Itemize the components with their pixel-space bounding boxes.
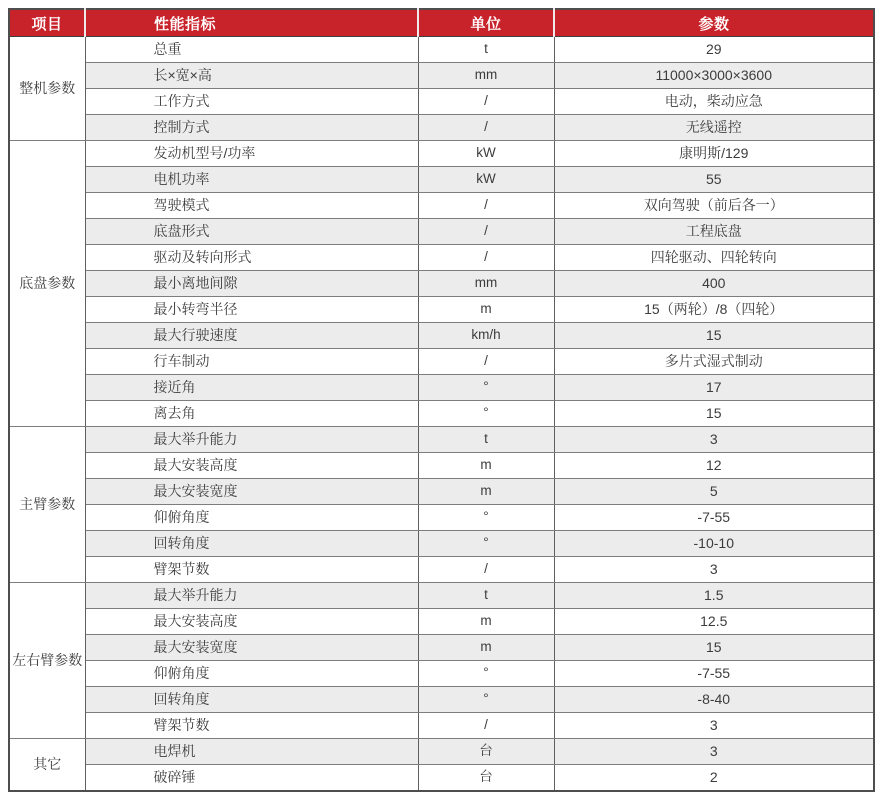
unit-cell: m	[418, 635, 554, 661]
unit-cell: /	[418, 89, 554, 115]
table-row	[9, 375, 874, 401]
indicator-cell: 破碎锤	[85, 765, 418, 792]
table-row	[9, 609, 874, 635]
indicator-cell: 长×宽×高	[85, 63, 418, 89]
indicator-cell: 臂架节数	[85, 557, 418, 583]
value-cell: 3	[554, 739, 874, 765]
category-cell: 其它	[9, 739, 85, 792]
table-row	[9, 323, 874, 349]
table-row	[9, 245, 874, 271]
value-cell: 15（两轮）/8（四轮）	[554, 297, 874, 323]
category-cell: 主臂参数	[9, 427, 85, 583]
unit-cell: kW	[418, 167, 554, 193]
value-cell: 3	[554, 557, 874, 583]
table-body	[9, 37, 874, 792]
value-cell: 3	[554, 713, 874, 739]
unit-cell: m	[418, 453, 554, 479]
table-row	[9, 63, 874, 89]
header-cell-value: 参数	[554, 9, 874, 37]
indicator-cell: 驾驶模式	[85, 193, 418, 219]
value-cell: 工程底盘	[554, 219, 874, 245]
unit-cell: 台	[418, 739, 554, 765]
indicator-cell: 最大安装高度	[85, 453, 418, 479]
table-row	[9, 453, 874, 479]
indicator-cell: 驱动及转向形式	[85, 245, 418, 271]
value-cell: 2	[554, 765, 874, 792]
header-cell-indicator: 性能指标	[85, 9, 418, 37]
unit-cell: m	[418, 297, 554, 323]
table-row	[9, 89, 874, 115]
indicator-cell: 仰俯角度	[85, 661, 418, 687]
indicator-cell: 离去角	[85, 401, 418, 427]
value-cell: 电动，柴动应急	[554, 89, 874, 115]
unit-cell: °	[418, 687, 554, 713]
value-cell: 1.5	[554, 583, 874, 609]
unit-cell: /	[418, 349, 554, 375]
indicator-cell: 总重	[85, 37, 418, 63]
table-row	[9, 583, 874, 609]
value-cell: 四轮驱动、四轮转向	[554, 245, 874, 271]
table-header	[9, 9, 874, 37]
table-row	[9, 141, 874, 167]
value-cell: 15	[554, 401, 874, 427]
indicator-cell: 控制方式	[85, 115, 418, 141]
value-cell: 3	[554, 427, 874, 453]
indicator-cell: 最大安装高度	[85, 609, 418, 635]
indicator-cell: 工作方式	[85, 89, 418, 115]
unit-cell: mm	[418, 63, 554, 89]
unit-cell: /	[418, 193, 554, 219]
unit-cell: °	[418, 661, 554, 687]
table-row	[9, 661, 874, 687]
table-row	[9, 531, 874, 557]
value-cell: 29	[554, 37, 874, 63]
table-row	[9, 479, 874, 505]
indicator-cell: 最大安装宽度	[85, 479, 418, 505]
indicator-cell: 行车制动	[85, 349, 418, 375]
table-row	[9, 765, 874, 792]
table-row	[9, 713, 874, 739]
indicator-cell: 电焊机	[85, 739, 418, 765]
unit-cell: t	[418, 583, 554, 609]
indicator-cell: 最大举升能力	[85, 583, 418, 609]
table-row	[9, 167, 874, 193]
unit-cell: °	[418, 375, 554, 401]
category-cell: 底盘参数	[9, 141, 85, 427]
table-row	[9, 687, 874, 713]
category-cell: 左右臂参数	[9, 583, 85, 739]
indicator-cell: 底盘形式	[85, 219, 418, 245]
value-cell: 400	[554, 271, 874, 297]
value-cell: 17	[554, 375, 874, 401]
indicator-cell: 最大安装宽度	[85, 635, 418, 661]
table-row	[9, 349, 874, 375]
unit-cell: °	[418, 531, 554, 557]
header-cell-unit: 单位	[418, 9, 554, 37]
table-row	[9, 557, 874, 583]
indicator-cell: 电机功率	[85, 167, 418, 193]
table-row	[9, 505, 874, 531]
value-cell: -7-55	[554, 505, 874, 531]
indicator-cell: 回转角度	[85, 531, 418, 557]
indicator-cell: 最小转弯半径	[85, 297, 418, 323]
unit-cell: km/h	[418, 323, 554, 349]
value-cell: 康明斯/129	[554, 141, 874, 167]
value-cell: 15	[554, 323, 874, 349]
indicator-cell: 最大举升能力	[85, 427, 418, 453]
value-cell: 55	[554, 167, 874, 193]
unit-cell: /	[418, 219, 554, 245]
value-cell: 15	[554, 635, 874, 661]
header-row	[9, 9, 874, 37]
table-row	[9, 219, 874, 245]
table-row	[9, 401, 874, 427]
table-row	[9, 739, 874, 765]
table-row	[9, 635, 874, 661]
indicator-cell: 发动机型号/功率	[85, 141, 418, 167]
unit-cell: 台	[418, 765, 554, 792]
value-cell: 11000×3000×3600	[554, 63, 874, 89]
table-row	[9, 271, 874, 297]
table-row	[9, 37, 874, 63]
table-row	[9, 297, 874, 323]
unit-cell: mm	[418, 271, 554, 297]
indicator-cell: 回转角度	[85, 687, 418, 713]
category-cell: 整机参数	[9, 37, 85, 141]
indicator-cell: 最小离地间隙	[85, 271, 418, 297]
value-cell: 无线遥控	[554, 115, 874, 141]
value-cell: -7-55	[554, 661, 874, 687]
unit-cell: /	[418, 557, 554, 583]
indicator-cell: 接近角	[85, 375, 418, 401]
spec-sheet	[8, 8, 875, 792]
unit-cell: t	[418, 427, 554, 453]
unit-cell: m	[418, 609, 554, 635]
value-cell: 多片式湿式制动	[554, 349, 874, 375]
unit-cell: /	[418, 713, 554, 739]
header-cell-item: 项目	[9, 9, 85, 37]
value-cell: 5	[554, 479, 874, 505]
unit-cell: /	[418, 115, 554, 141]
unit-cell: °	[418, 505, 554, 531]
value-cell: -8-40	[554, 687, 874, 713]
value-cell: 双向驾驶（前后各一）	[554, 193, 874, 219]
indicator-cell: 臂架节数	[85, 713, 418, 739]
unit-cell: /	[418, 245, 554, 271]
value-cell: 12.5	[554, 609, 874, 635]
unit-cell: °	[418, 401, 554, 427]
unit-cell: kW	[418, 141, 554, 167]
spec-table	[8, 8, 875, 792]
indicator-cell: 仰俯角度	[85, 505, 418, 531]
table-row	[9, 115, 874, 141]
indicator-cell: 最大行驶速度	[85, 323, 418, 349]
value-cell: 12	[554, 453, 874, 479]
unit-cell: t	[418, 37, 554, 63]
value-cell: -10-10	[554, 531, 874, 557]
table-row	[9, 193, 874, 219]
unit-cell: m	[418, 479, 554, 505]
table-row	[9, 427, 874, 453]
